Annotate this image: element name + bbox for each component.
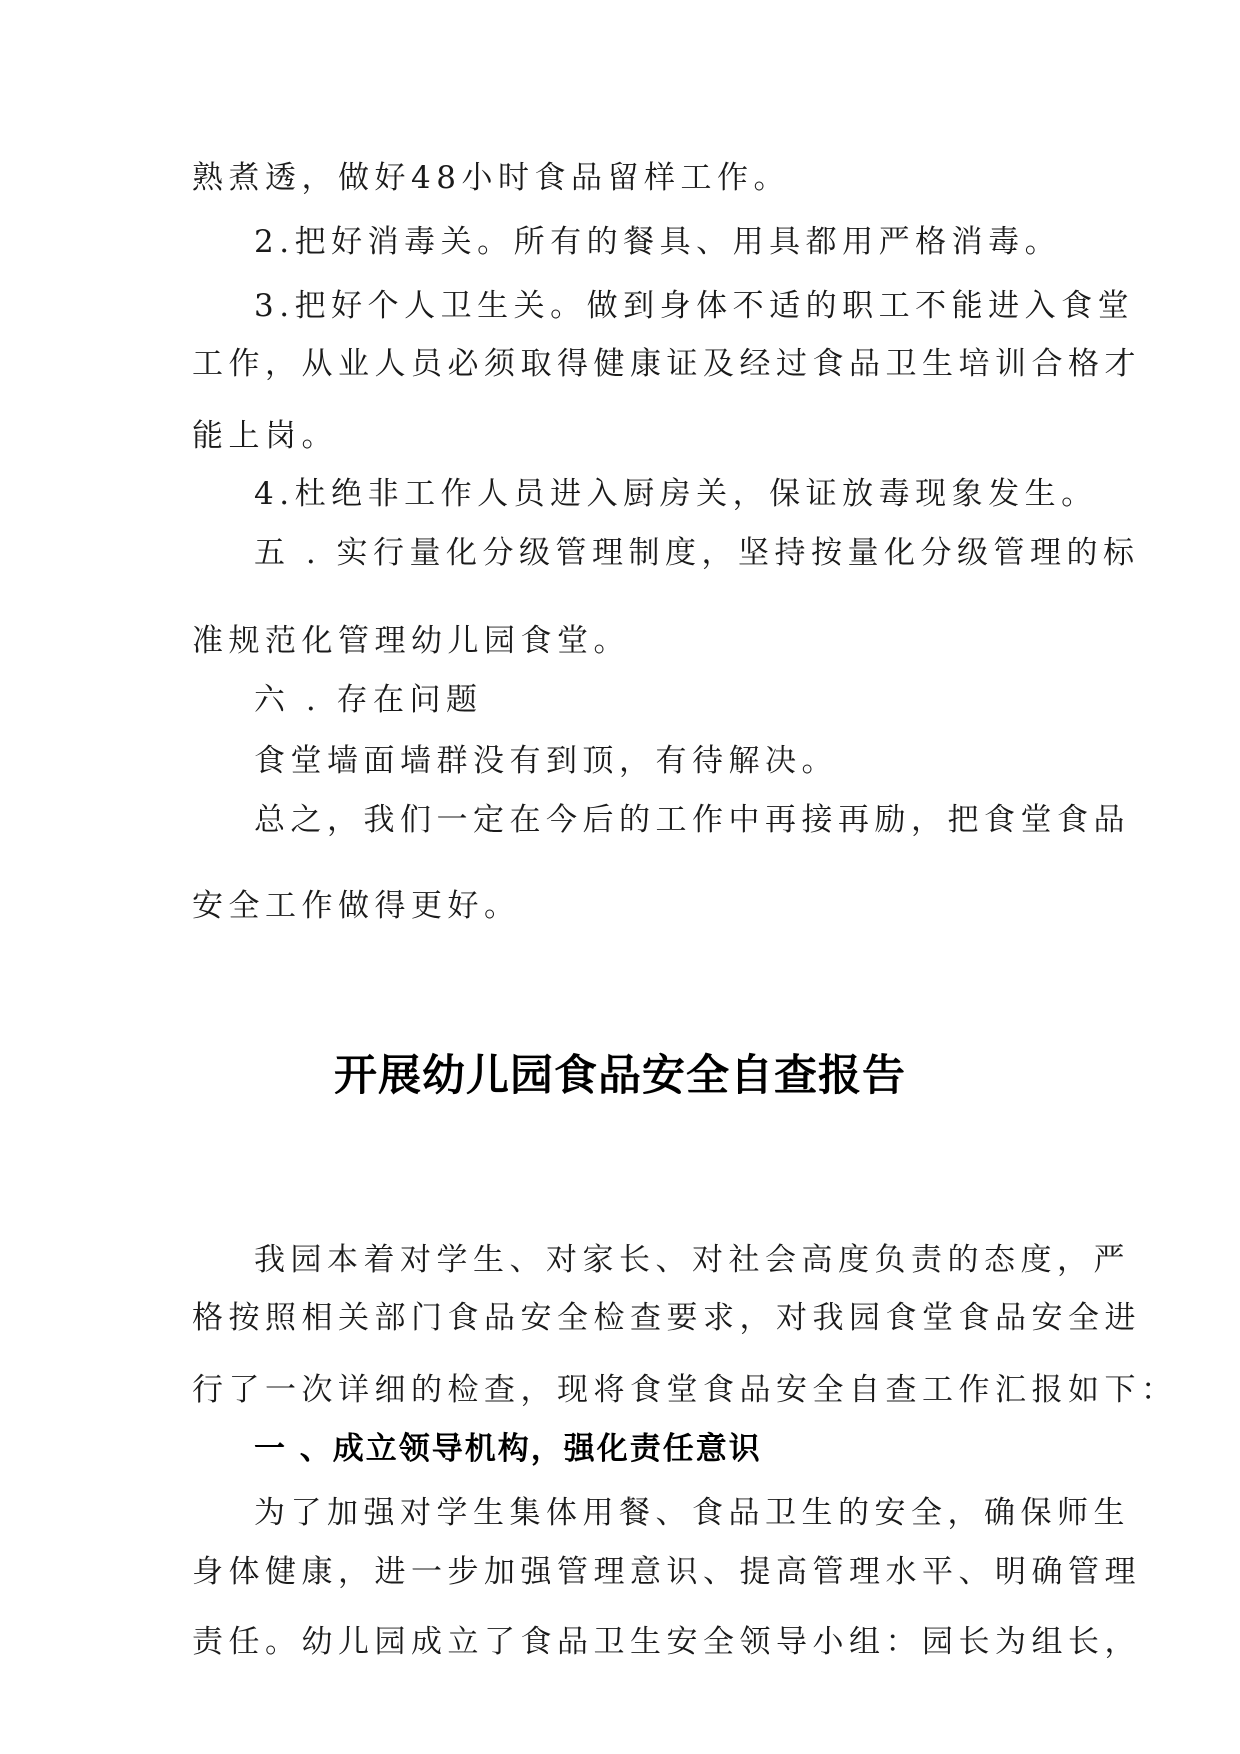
paragraph-line: 六 . 存在问题 (254, 682, 483, 718)
paragraph-line: 熟煮透，做好48小时食品留样工作。 (192, 160, 790, 196)
paragraph-line: 为了加强对学生集体用餐、食品卫生的安全，确保师生 (254, 1495, 1130, 1531)
paragraph-line: 格按照相关部门食品安全检查要求，对我园食堂食品安全进 (192, 1300, 1141, 1336)
paragraph-line: 4.杜绝非工作人员进入厨房关，保证放毒现象发生。 (254, 476, 1098, 512)
paragraph-line: 2.把好消毒关。所有的餐具、用具都用严格消毒。 (254, 224, 1062, 260)
document-title: 开展幼儿园食品安全自查报告 (334, 1051, 906, 1101)
paragraph-line: 我园本着对学生、对家长、对社会高度负责的态度，严 (254, 1242, 1130, 1278)
paragraph-line: 3.把好个人卫生关。做到身体不适的职工不能进入食堂 (254, 288, 1135, 324)
section-heading: 一 、成立领导机构，强化责任意识 (254, 1431, 762, 1467)
paragraph-line: 五 . 实行量化分级管理制度，坚持按量化分级管理的标 (254, 535, 1140, 571)
paragraph-line: 食堂墙面墙群没有到顶，有待解决。 (254, 743, 838, 779)
paragraph-line: 责任。幼儿园成立了食品卫生安全领导小组：园长为组长， (192, 1624, 1141, 1660)
paragraph-line: 能上岗。 (192, 418, 338, 454)
paragraph-line: 总之，我们一定在今后的工作中再接再励，把食堂食品 (254, 802, 1130, 838)
paragraph-line: 准规范化管理幼儿园食堂。 (192, 623, 630, 659)
paragraph-line: 工作，从业人员必须取得健康证及经过食品卫生培训合格才 (192, 346, 1141, 382)
paragraph-line: 身体健康，进一步加强管理意识、提高管理水平、明确管理 (192, 1554, 1141, 1590)
paragraph-line: 行了一次详细的检查，现将食堂食品安全自查工作汇报如下： (192, 1372, 1178, 1408)
paragraph-line: 安全工作做得更好。 (192, 888, 521, 924)
